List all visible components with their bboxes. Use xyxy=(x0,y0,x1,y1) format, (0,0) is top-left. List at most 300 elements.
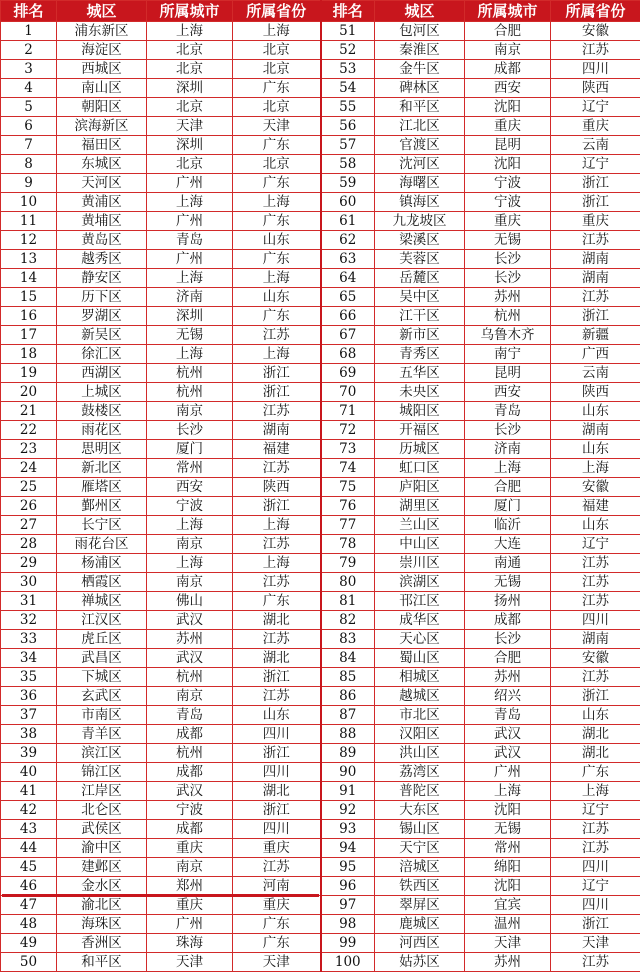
table-row xyxy=(1,592,640,611)
cell-rank-right: 65 xyxy=(321,288,375,307)
cell-province: 北京 xyxy=(233,155,321,174)
table-row xyxy=(1,497,640,516)
cell-district: 长宁区 xyxy=(57,516,147,535)
cell-district-right: 新市区 xyxy=(375,326,465,345)
cell-city: 上海 xyxy=(147,193,233,212)
cell-province: 浙江 xyxy=(233,801,321,820)
cell-rank-right: 98 xyxy=(321,915,375,934)
cell-province: 北京 xyxy=(233,41,321,60)
cell-district-right: 大东区 xyxy=(375,801,465,820)
cell-rank-right: 76 xyxy=(321,497,375,516)
cell-district-right: 湖里区 xyxy=(375,497,465,516)
cell-city-right: 长沙 xyxy=(465,630,551,649)
cell-rank: 1 xyxy=(1,22,57,41)
cell-rank: 15 xyxy=(1,288,57,307)
cell-district-right: 河西区 xyxy=(375,934,465,953)
cell-province: 上海 xyxy=(233,554,321,573)
cell-province: 陕西 xyxy=(233,478,321,497)
table-row xyxy=(1,630,640,649)
cell-province-right: 辽宁 xyxy=(551,98,640,117)
table-row xyxy=(1,326,640,345)
table-row xyxy=(1,801,640,820)
cell-province-right: 安徽 xyxy=(551,649,640,668)
cell-province-right: 陕西 xyxy=(551,383,640,402)
cell-city: 无锡 xyxy=(147,326,233,345)
cell-district-right: 芙蓉区 xyxy=(375,250,465,269)
cell-rank-right: 62 xyxy=(321,231,375,250)
cell-district-right: 未央区 xyxy=(375,383,465,402)
cell-city-right: 宁波 xyxy=(465,174,551,193)
cell-district: 渝北区 xyxy=(57,896,147,915)
cell-district-right: 和平区 xyxy=(375,98,465,117)
cell-district: 浦东新区 xyxy=(57,22,147,41)
cell-city: 成都 xyxy=(147,820,233,839)
cell-rank: 45 xyxy=(1,858,57,877)
cell-rank: 4 xyxy=(1,79,57,98)
table-row xyxy=(1,307,640,326)
table-row xyxy=(1,706,640,725)
cell-province: 广东 xyxy=(233,592,321,611)
cell-district-right: 铁西区 xyxy=(375,877,465,896)
cell-rank-right: 89 xyxy=(321,744,375,763)
cell-city-right: 天津 xyxy=(465,934,551,953)
cell-rank-right: 88 xyxy=(321,725,375,744)
cell-province: 重庆 xyxy=(233,896,321,915)
cell-city-right: 大连 xyxy=(465,535,551,554)
cell-province-right: 浙江 xyxy=(551,687,640,706)
cell-district: 鄞州区 xyxy=(57,497,147,516)
cell-city-right: 广州 xyxy=(465,763,551,782)
table-row xyxy=(1,22,640,41)
cell-city: 南京 xyxy=(147,402,233,421)
cell-district: 虎丘区 xyxy=(57,630,147,649)
table-row xyxy=(1,250,640,269)
cell-city: 济南 xyxy=(147,288,233,307)
cell-city-right: 成都 xyxy=(465,611,551,630)
cell-province-right: 山东 xyxy=(551,706,640,725)
cell-district: 天河区 xyxy=(57,174,147,193)
cell-province-right: 四川 xyxy=(551,60,640,79)
cell-province: 山东 xyxy=(233,231,321,250)
cell-district: 江汉区 xyxy=(57,611,147,630)
table-body xyxy=(1,22,640,972)
cell-province-right: 陕西 xyxy=(551,79,640,98)
table-row xyxy=(1,98,640,117)
cell-district: 黄埔区 xyxy=(57,212,147,231)
cell-province-right: 山东 xyxy=(551,402,640,421)
cell-rank: 32 xyxy=(1,611,57,630)
cell-district-right: 梁溪区 xyxy=(375,231,465,250)
cell-rank: 6 xyxy=(1,117,57,136)
highlight-underline xyxy=(2,894,319,897)
cell-province: 江苏 xyxy=(233,573,321,592)
cell-city-right: 绵阳 xyxy=(465,858,551,877)
cell-province-right: 湖南 xyxy=(551,250,640,269)
cell-rank-right: 77 xyxy=(321,516,375,535)
cell-province: 山东 xyxy=(233,706,321,725)
cell-city: 南京 xyxy=(147,858,233,877)
table-row xyxy=(1,668,640,687)
table-row xyxy=(1,782,640,801)
cell-city-right: 南京 xyxy=(465,41,551,60)
cell-province: 四川 xyxy=(233,725,321,744)
cell-province: 重庆 xyxy=(233,839,321,858)
cell-rank: 10 xyxy=(1,193,57,212)
cell-district-right: 市北区 xyxy=(375,706,465,725)
cell-rank-right: 59 xyxy=(321,174,375,193)
cell-province-right: 江苏 xyxy=(551,668,640,687)
cell-province: 上海 xyxy=(233,516,321,535)
cell-district-right: 历城区 xyxy=(375,440,465,459)
cell-district: 上城区 xyxy=(57,383,147,402)
cell-district: 市南区 xyxy=(57,706,147,725)
table-row xyxy=(1,117,640,136)
cell-rank: 16 xyxy=(1,307,57,326)
cell-province-right: 福建 xyxy=(551,497,640,516)
cell-rank: 19 xyxy=(1,364,57,383)
cell-city: 珠海 xyxy=(147,934,233,953)
cell-city-right: 重庆 xyxy=(465,212,551,231)
cell-district-right: 碑林区 xyxy=(375,79,465,98)
cell-district: 金水区 xyxy=(57,877,147,896)
cell-district: 海淀区 xyxy=(57,41,147,60)
cell-province-right: 江苏 xyxy=(551,839,640,858)
cell-province-right: 辽宁 xyxy=(551,535,640,554)
cell-district: 香洲区 xyxy=(57,934,147,953)
cell-rank-right: 53 xyxy=(321,60,375,79)
cell-province: 四川 xyxy=(233,763,321,782)
table-row xyxy=(1,554,640,573)
cell-district-right: 天宁区 xyxy=(375,839,465,858)
cell-district: 和平区 xyxy=(57,953,147,972)
cell-rank-right: 57 xyxy=(321,136,375,155)
table-row xyxy=(1,402,640,421)
cell-rank-right: 61 xyxy=(321,212,375,231)
cell-district: 滨海新区 xyxy=(57,117,147,136)
cell-rank: 36 xyxy=(1,687,57,706)
cell-province-right: 重庆 xyxy=(551,212,640,231)
table-row xyxy=(1,535,640,554)
cell-city-right: 无锡 xyxy=(465,820,551,839)
cell-rank: 11 xyxy=(1,212,57,231)
table-row xyxy=(1,269,640,288)
cell-district-right: 江北区 xyxy=(375,117,465,136)
cell-district-right: 蜀山区 xyxy=(375,649,465,668)
cell-city-right: 宜宾 xyxy=(465,896,551,915)
cell-rank-right: 67 xyxy=(321,326,375,345)
cell-rank: 17 xyxy=(1,326,57,345)
cell-district-right: 吴中区 xyxy=(375,288,465,307)
cell-province: 四川 xyxy=(233,820,321,839)
cell-rank-right: 71 xyxy=(321,402,375,421)
cell-city-right: 长沙 xyxy=(465,269,551,288)
cell-province-right: 浙江 xyxy=(551,307,640,326)
cell-district: 罗湖区 xyxy=(57,307,147,326)
table-header-row xyxy=(1,1,640,22)
cell-rank: 23 xyxy=(1,440,57,459)
cell-city-right: 杭州 xyxy=(465,307,551,326)
cell-city: 重庆 xyxy=(147,896,233,915)
cell-province: 上海 xyxy=(233,345,321,364)
cell-district: 静安区 xyxy=(57,269,147,288)
cell-district-right: 九龙坡区 xyxy=(375,212,465,231)
cell-district-right: 官渡区 xyxy=(375,136,465,155)
cell-city: 杭州 xyxy=(147,668,233,687)
cell-rank-right: 68 xyxy=(321,345,375,364)
cell-province-right: 安徽 xyxy=(551,478,640,497)
cell-rank: 46 xyxy=(1,877,57,896)
cell-district: 北仑区 xyxy=(57,801,147,820)
cell-district-right: 锡山区 xyxy=(375,820,465,839)
cell-province: 广东 xyxy=(233,174,321,193)
cell-district-right: 邗江区 xyxy=(375,592,465,611)
cell-province: 河南 xyxy=(233,877,321,896)
cell-district-right: 姑苏区 xyxy=(375,953,465,972)
cell-city-right: 武汉 xyxy=(465,744,551,763)
cell-district: 黄岛区 xyxy=(57,231,147,250)
header-district: 城区 xyxy=(57,1,147,22)
cell-province: 湖北 xyxy=(233,611,321,630)
cell-province: 江苏 xyxy=(233,630,321,649)
cell-rank: 13 xyxy=(1,250,57,269)
cell-city: 广州 xyxy=(147,250,233,269)
cell-rank: 29 xyxy=(1,554,57,573)
cell-district-right: 开福区 xyxy=(375,421,465,440)
cell-province: 北京 xyxy=(233,60,321,79)
cell-district: 西湖区 xyxy=(57,364,147,383)
cell-city: 厦门 xyxy=(147,440,233,459)
cell-province-right: 新疆 xyxy=(551,326,640,345)
cell-province-right: 广东 xyxy=(551,763,640,782)
cell-province-right: 云南 xyxy=(551,364,640,383)
cell-rank: 40 xyxy=(1,763,57,782)
cell-province: 广东 xyxy=(233,136,321,155)
cell-rank-right: 92 xyxy=(321,801,375,820)
cell-rank-right: 66 xyxy=(321,307,375,326)
cell-province: 天津 xyxy=(233,953,321,972)
cell-province-right: 山东 xyxy=(551,440,640,459)
cell-province-right: 浙江 xyxy=(551,193,640,212)
cell-city: 天津 xyxy=(147,953,233,972)
cell-province: 浙江 xyxy=(233,744,321,763)
cell-district: 鼓楼区 xyxy=(57,402,147,421)
cell-district-right: 汉阳区 xyxy=(375,725,465,744)
cell-rank-right: 100 xyxy=(321,953,375,972)
cell-district-right: 成华区 xyxy=(375,611,465,630)
cell-rank-right: 93 xyxy=(321,820,375,839)
cell-rank: 26 xyxy=(1,497,57,516)
cell-rank-right: 58 xyxy=(321,155,375,174)
cell-rank-right: 54 xyxy=(321,79,375,98)
cell-district: 武侯区 xyxy=(57,820,147,839)
cell-district-right: 秦淮区 xyxy=(375,41,465,60)
cell-city-right: 苏州 xyxy=(465,953,551,972)
cell-rank: 12 xyxy=(1,231,57,250)
cell-district: 南山区 xyxy=(57,79,147,98)
table-row xyxy=(1,383,640,402)
cell-district: 海珠区 xyxy=(57,915,147,934)
cell-district: 下城区 xyxy=(57,668,147,687)
cell-province: 江苏 xyxy=(233,858,321,877)
cell-district: 渝中区 xyxy=(57,839,147,858)
cell-district-right: 岳麓区 xyxy=(375,269,465,288)
cell-rank-right: 70 xyxy=(321,383,375,402)
cell-province-right: 四川 xyxy=(551,858,640,877)
cell-province: 广东 xyxy=(233,934,321,953)
header-rank: 排名 xyxy=(1,1,57,22)
header-province-right: 所属省份 xyxy=(551,1,640,22)
cell-rank-right: 79 xyxy=(321,554,375,573)
cell-province: 山东 xyxy=(233,288,321,307)
cell-rank-right: 87 xyxy=(321,706,375,725)
cell-district-right: 崇川区 xyxy=(375,554,465,573)
cell-rank: 35 xyxy=(1,668,57,687)
table-row xyxy=(1,820,640,839)
cell-rank: 20 xyxy=(1,383,57,402)
cell-province: 浙江 xyxy=(233,364,321,383)
cell-province-right: 湖南 xyxy=(551,630,640,649)
cell-province-right: 浙江 xyxy=(551,174,640,193)
cell-rank: 2 xyxy=(1,41,57,60)
cell-city-right: 绍兴 xyxy=(465,687,551,706)
cell-province-right: 江苏 xyxy=(551,573,640,592)
cell-district-right: 虹口区 xyxy=(375,459,465,478)
cell-city: 武汉 xyxy=(147,782,233,801)
cell-city-right: 南宁 xyxy=(465,345,551,364)
cell-city: 宁波 xyxy=(147,801,233,820)
table-row xyxy=(1,611,640,630)
cell-district-right: 普陀区 xyxy=(375,782,465,801)
cell-city: 长沙 xyxy=(147,421,233,440)
cell-province: 广东 xyxy=(233,212,321,231)
cell-city: 南京 xyxy=(147,573,233,592)
cell-city: 南京 xyxy=(147,687,233,706)
cell-province: 上海 xyxy=(233,193,321,212)
cell-rank-right: 90 xyxy=(321,763,375,782)
cell-province: 广东 xyxy=(233,79,321,98)
table-row xyxy=(1,725,640,744)
cell-province-right: 辽宁 xyxy=(551,877,640,896)
cell-rank-right: 86 xyxy=(321,687,375,706)
cell-rank: 28 xyxy=(1,535,57,554)
cell-rank: 39 xyxy=(1,744,57,763)
cell-district: 西城区 xyxy=(57,60,147,79)
cell-district: 滨江区 xyxy=(57,744,147,763)
cell-city-right: 昆明 xyxy=(465,364,551,383)
cell-city: 北京 xyxy=(147,60,233,79)
table-row xyxy=(1,174,640,193)
cell-city: 重庆 xyxy=(147,839,233,858)
cell-province-right: 重庆 xyxy=(551,117,640,136)
cell-city: 苏州 xyxy=(147,630,233,649)
cell-district-right: 青秀区 xyxy=(375,345,465,364)
cell-city: 宁波 xyxy=(147,497,233,516)
cell-city-right: 青岛 xyxy=(465,706,551,725)
cell-province-right: 浙江 xyxy=(551,915,640,934)
cell-rank-right: 74 xyxy=(321,459,375,478)
cell-district: 禅城区 xyxy=(57,592,147,611)
cell-city: 上海 xyxy=(147,345,233,364)
table-row xyxy=(1,478,640,497)
cell-rank-right: 75 xyxy=(321,478,375,497)
cell-province: 浙江 xyxy=(233,668,321,687)
cell-rank: 44 xyxy=(1,839,57,858)
cell-city-right: 常州 xyxy=(465,839,551,858)
table-row xyxy=(1,573,640,592)
cell-city: 郑州 xyxy=(147,877,233,896)
cell-district: 建邺区 xyxy=(57,858,147,877)
cell-province: 北京 xyxy=(233,98,321,117)
cell-city: 西安 xyxy=(147,478,233,497)
table-row xyxy=(1,212,640,231)
cell-city-right: 乌鲁木齐 xyxy=(465,326,551,345)
cell-province: 上海 xyxy=(233,269,321,288)
cell-district: 雨花区 xyxy=(57,421,147,440)
cell-province-right: 江苏 xyxy=(551,592,640,611)
cell-rank-right: 72 xyxy=(321,421,375,440)
cell-city: 广州 xyxy=(147,174,233,193)
cell-rank-right: 55 xyxy=(321,98,375,117)
cell-district: 徐汇区 xyxy=(57,345,147,364)
cell-province-right: 上海 xyxy=(551,782,640,801)
cell-province-right: 云南 xyxy=(551,136,640,155)
cell-province: 湖北 xyxy=(233,782,321,801)
cell-district-right: 庐阳区 xyxy=(375,478,465,497)
cell-rank: 50 xyxy=(1,953,57,972)
cell-district: 雁塔区 xyxy=(57,478,147,497)
cell-province-right: 辽宁 xyxy=(551,155,640,174)
header-district-right: 城区 xyxy=(375,1,465,22)
cell-rank: 30 xyxy=(1,573,57,592)
cell-city-right: 苏州 xyxy=(465,668,551,687)
cell-district-right: 滨湖区 xyxy=(375,573,465,592)
cell-rank-right: 83 xyxy=(321,630,375,649)
cell-city-right: 上海 xyxy=(465,459,551,478)
cell-city: 北京 xyxy=(147,155,233,174)
cell-district-right: 海曙区 xyxy=(375,174,465,193)
cell-rank-right: 97 xyxy=(321,896,375,915)
table-row xyxy=(1,858,640,877)
cell-rank: 7 xyxy=(1,136,57,155)
cell-city-right: 无锡 xyxy=(465,573,551,592)
cell-rank: 33 xyxy=(1,630,57,649)
cell-province-right: 上海 xyxy=(551,459,640,478)
header-city-right: 所属城市 xyxy=(465,1,551,22)
cell-district-right: 五华区 xyxy=(375,364,465,383)
cell-rank: 22 xyxy=(1,421,57,440)
cell-city-right: 无锡 xyxy=(465,231,551,250)
table-row xyxy=(1,896,640,915)
cell-district: 江岸区 xyxy=(57,782,147,801)
table-row xyxy=(1,345,640,364)
cell-district: 新吴区 xyxy=(57,326,147,345)
cell-province-right: 江苏 xyxy=(551,288,640,307)
cell-district: 杨浦区 xyxy=(57,554,147,573)
table-row xyxy=(1,649,640,668)
cell-district-right: 沈河区 xyxy=(375,155,465,174)
cell-rank-right: 94 xyxy=(321,839,375,858)
cell-city-right: 上海 xyxy=(465,782,551,801)
cell-district: 历下区 xyxy=(57,288,147,307)
cell-province-right: 安徽 xyxy=(551,22,640,41)
cell-city: 杭州 xyxy=(147,744,233,763)
cell-city: 青岛 xyxy=(147,231,233,250)
cell-rank-right: 95 xyxy=(321,858,375,877)
cell-city-right: 武汉 xyxy=(465,725,551,744)
cell-city-right: 合肥 xyxy=(465,649,551,668)
cell-rank-right: 78 xyxy=(321,535,375,554)
cell-district-right: 相城区 xyxy=(375,668,465,687)
